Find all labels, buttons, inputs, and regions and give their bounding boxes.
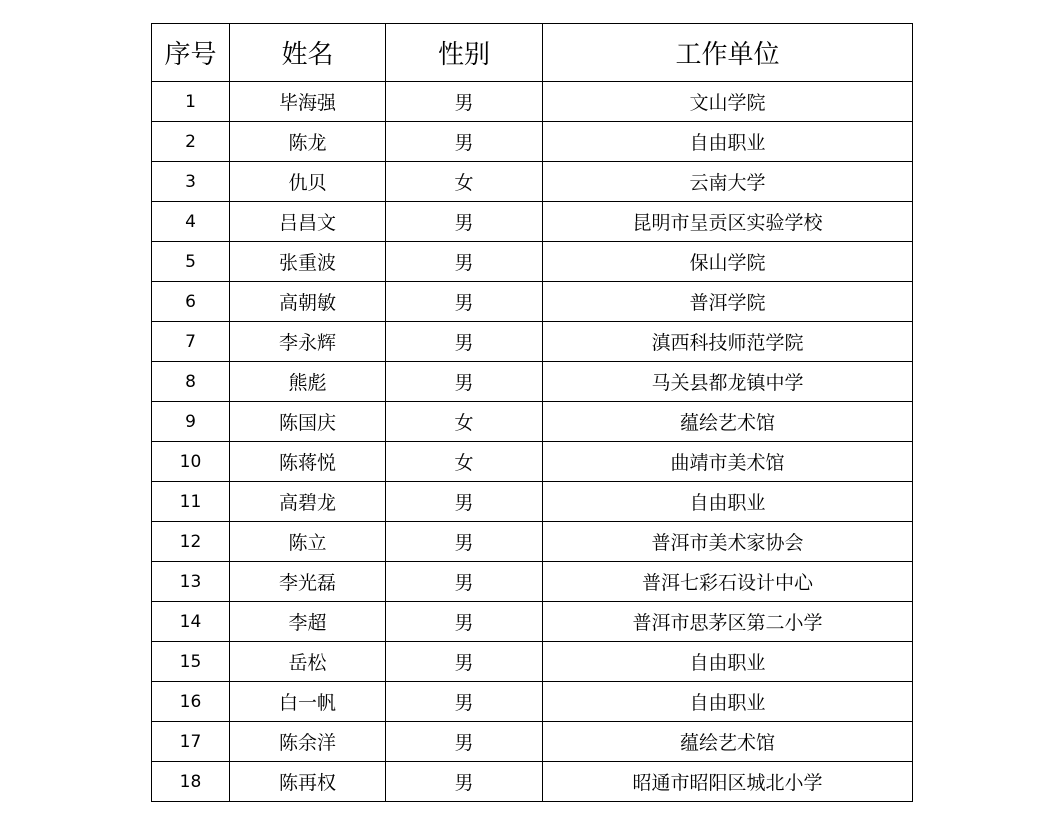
cell-unit: 普洱市美术家协会 <box>543 522 913 562</box>
cell-name: 张重波 <box>230 242 386 282</box>
cell-name: 李永辉 <box>230 322 386 362</box>
cell-no: 9 <box>152 402 230 442</box>
cell-unit: 昭通市昭阳区城北小学 <box>543 762 913 802</box>
cell-gender: 男 <box>386 482 543 522</box>
cell-unit: 自由职业 <box>543 122 913 162</box>
cell-unit: 云南大学 <box>543 162 913 202</box>
cell-no: 11 <box>152 482 230 522</box>
cell-unit: 曲靖市美术馆 <box>543 442 913 482</box>
cell-unit: 普洱七彩石设计中心 <box>543 562 913 602</box>
cell-no: 4 <box>152 202 230 242</box>
cell-name: 熊彪 <box>230 362 386 402</box>
cell-no: 14 <box>152 602 230 642</box>
cell-unit: 滇西科技师范学院 <box>543 322 913 362</box>
cell-gender: 男 <box>386 562 543 602</box>
cell-unit: 保山学院 <box>543 242 913 282</box>
table-row <box>152 482 913 522</box>
table-row <box>152 282 913 322</box>
cell-gender: 男 <box>386 122 543 162</box>
cell-gender: 男 <box>386 522 543 562</box>
cell-gender: 男 <box>386 722 543 762</box>
cell-gender: 男 <box>386 362 543 402</box>
cell-gender: 男 <box>386 82 543 122</box>
cell-name: 高朝敏 <box>230 282 386 322</box>
header-name: 姓名 <box>230 24 386 82</box>
table-row <box>152 362 913 402</box>
cell-name: 仇贝 <box>230 162 386 202</box>
cell-gender: 男 <box>386 602 543 642</box>
header-no: 序号 <box>152 24 230 82</box>
table-row <box>152 322 913 362</box>
cell-name: 陈立 <box>230 522 386 562</box>
cell-no: 12 <box>152 522 230 562</box>
cell-unit: 马关县都龙镇中学 <box>543 362 913 402</box>
roster-table <box>151 23 913 802</box>
cell-unit: 普洱市思茅区第二小学 <box>543 602 913 642</box>
cell-no: 1 <box>152 82 230 122</box>
cell-no: 5 <box>152 242 230 282</box>
cell-no: 13 <box>152 562 230 602</box>
cell-gender: 女 <box>386 402 543 442</box>
cell-no: 17 <box>152 722 230 762</box>
table-row <box>152 82 913 122</box>
cell-gender: 男 <box>386 682 543 722</box>
cell-gender: 男 <box>386 282 543 322</box>
table-row <box>152 442 913 482</box>
cell-no: 6 <box>152 282 230 322</box>
cell-gender: 女 <box>386 442 543 482</box>
cell-name: 陈蒋悦 <box>230 442 386 482</box>
cell-no: 2 <box>152 122 230 162</box>
cell-no: 7 <box>152 322 230 362</box>
cell-unit: 自由职业 <box>543 642 913 682</box>
cell-unit: 蕴绘艺术馆 <box>543 402 913 442</box>
table-row <box>152 682 913 722</box>
cell-name: 陈龙 <box>230 122 386 162</box>
header-row <box>152 24 913 82</box>
cell-name: 吕昌文 <box>230 202 386 242</box>
cell-gender: 男 <box>386 202 543 242</box>
cell-gender: 男 <box>386 242 543 282</box>
cell-unit: 自由职业 <box>543 682 913 722</box>
table-row <box>152 162 913 202</box>
cell-gender: 男 <box>386 322 543 362</box>
cell-gender: 女 <box>386 162 543 202</box>
table-row <box>152 202 913 242</box>
table-row <box>152 602 913 642</box>
cell-unit: 昆明市呈贡区实验学校 <box>543 202 913 242</box>
cell-no: 18 <box>152 762 230 802</box>
cell-name: 岳松 <box>230 642 386 682</box>
cell-no: 10 <box>152 442 230 482</box>
table-header <box>152 24 913 82</box>
cell-name: 陈再权 <box>230 762 386 802</box>
header-unit: 工作单位 <box>543 24 913 82</box>
cell-no: 16 <box>152 682 230 722</box>
cell-no: 15 <box>152 642 230 682</box>
cell-name: 陈余洋 <box>230 722 386 762</box>
cell-name: 陈国庆 <box>230 402 386 442</box>
cell-gender: 男 <box>386 642 543 682</box>
table-row <box>152 242 913 282</box>
header-gender: 性别 <box>386 24 543 82</box>
cell-unit: 自由职业 <box>543 482 913 522</box>
cell-unit: 文山学院 <box>543 82 913 122</box>
table-row <box>152 122 913 162</box>
cell-unit: 普洱学院 <box>543 282 913 322</box>
cell-name: 高碧龙 <box>230 482 386 522</box>
cell-no: 3 <box>152 162 230 202</box>
cell-gender: 男 <box>386 762 543 802</box>
table-row <box>152 722 913 762</box>
table-row <box>152 402 913 442</box>
cell-name: 白一帆 <box>230 682 386 722</box>
cell-unit: 蕴绘艺术馆 <box>543 722 913 762</box>
cell-name: 毕海强 <box>230 82 386 122</box>
cell-name: 李超 <box>230 602 386 642</box>
cell-name: 李光磊 <box>230 562 386 602</box>
table-body <box>152 82 913 802</box>
table-row <box>152 562 913 602</box>
table-row <box>152 522 913 562</box>
table-row <box>152 642 913 682</box>
cell-no: 8 <box>152 362 230 402</box>
table-row <box>152 762 913 802</box>
